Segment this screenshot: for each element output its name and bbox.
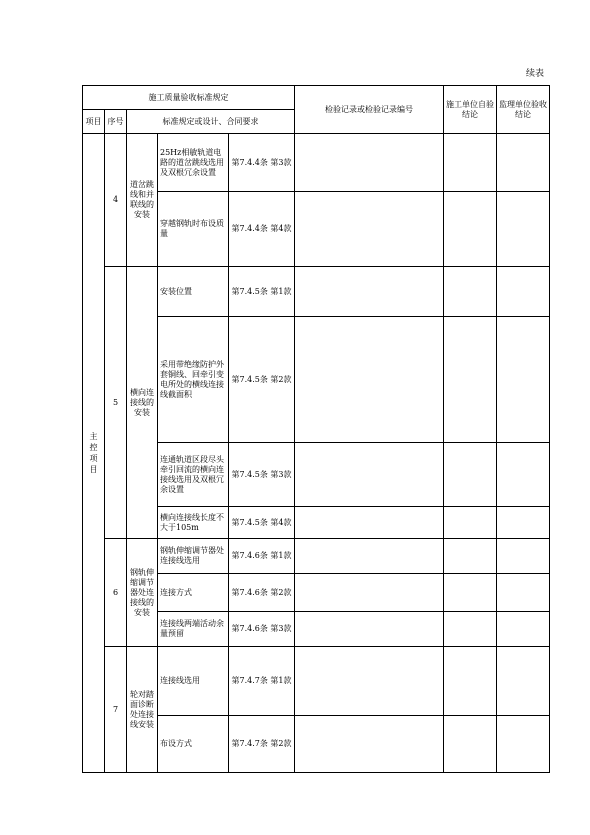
record-cell[interactable] <box>295 192 444 267</box>
requirement-desc: 连通轨道区段尽头牵引回流的横向连接线选用及双根冗余设置 <box>158 443 229 507</box>
requirement-desc: 安装位置 <box>158 267 229 317</box>
requirement-desc: 连接方式 <box>158 574 229 612</box>
table-row <box>83 647 550 716</box>
inspection-table <box>82 85 550 773</box>
clause-ref: 第7.4.7条 第1款 <box>229 647 295 716</box>
supervisor-cell[interactable] <box>497 507 550 539</box>
constructor-conclusion-header: 施工单位自验结论 <box>444 86 497 134</box>
clause-ref: 第7.4.5条 第3款 <box>229 443 295 507</box>
constructor-cell[interactable] <box>444 507 497 539</box>
clause-ref: 第7.4.5条 第2款 <box>229 317 295 443</box>
clause-ref: 第7.4.7条 第2款 <box>229 716 295 773</box>
seq-header: 序号 <box>105 110 127 134</box>
clause-ref: 第7.4.6条 第3款 <box>229 612 295 647</box>
record-header: 检验记录或检验记录编号 <box>295 86 444 134</box>
seq-cell: 7 <box>105 647 127 773</box>
table-row <box>83 539 550 574</box>
requirement-desc: 连接线两端活动余量预留 <box>158 612 229 647</box>
requirement-desc: 穿越钢轨时布设质量 <box>158 192 229 267</box>
constructor-cell[interactable] <box>444 267 497 317</box>
standard-group-header: 施工质量验收标准规定 <box>83 86 295 110</box>
section-name: 横向连接线的安装 <box>127 267 158 539</box>
record-cell[interactable] <box>295 134 444 192</box>
supervisor-cell[interactable] <box>497 716 550 773</box>
constructor-cell[interactable] <box>444 192 497 267</box>
supervisor-cell[interactable] <box>497 267 550 317</box>
record-cell[interactable] <box>295 507 444 539</box>
supervisor-cell[interactable] <box>497 574 550 612</box>
record-cell[interactable] <box>295 267 444 317</box>
record-cell[interactable] <box>295 574 444 612</box>
supervisor-cell[interactable] <box>497 612 550 647</box>
supervisor-cell[interactable] <box>497 539 550 574</box>
record-cell[interactable] <box>295 443 444 507</box>
seq-cell: 5 <box>105 267 127 539</box>
record-cell[interactable] <box>295 647 444 716</box>
constructor-cell[interactable] <box>444 539 497 574</box>
constructor-cell[interactable] <box>444 647 497 716</box>
table-row <box>83 134 550 192</box>
constructor-cell[interactable] <box>444 134 497 192</box>
supervisor-cell[interactable] <box>497 192 550 267</box>
section-name: 钢轨伸缩调节器处连接线的安装 <box>127 539 158 647</box>
seq-cell: 4 <box>105 134 127 267</box>
requirement-header: 标准规定或设计、合同要求 <box>127 110 295 134</box>
requirement-desc: 布设方式 <box>158 716 229 773</box>
clause-ref: 第7.4.4条 第4款 <box>229 192 295 267</box>
supervisor-cell[interactable] <box>497 443 550 507</box>
record-cell[interactable] <box>295 539 444 574</box>
supervisor-conclusion-header: 监理单位验收结论 <box>497 86 550 134</box>
supervisor-cell[interactable] <box>497 317 550 443</box>
record-cell[interactable] <box>295 612 444 647</box>
header-row-1 <box>83 86 550 110</box>
continued-label: 续表 <box>526 69 545 79</box>
requirement-desc: 连接线选用 <box>158 647 229 716</box>
record-cell[interactable] <box>295 317 444 443</box>
record-cell[interactable] <box>295 716 444 773</box>
constructor-cell[interactable] <box>444 574 497 612</box>
section-name: 道岔跳线和并联线的安装 <box>127 134 158 267</box>
requirement-desc: 采用带绝缘防护外套铜线、回牵引变电所处的横线连接线截面积 <box>158 317 229 443</box>
clause-ref: 第7.4.6条 第1款 <box>229 539 295 574</box>
requirement-desc: 25Hz相敏轨道电路的道岔跳线选用及双根冗余设置 <box>158 134 229 192</box>
clause-ref: 第7.4.5条 第4款 <box>229 507 295 539</box>
requirement-desc: 钢轨伸缩调节器处连接线选用 <box>158 539 229 574</box>
section-name: 轮对踏面诊断处连接线安装 <box>127 647 158 773</box>
constructor-cell[interactable] <box>444 716 497 773</box>
clause-ref: 第7.4.5条 第1款 <box>229 267 295 317</box>
supervisor-cell[interactable] <box>497 134 550 192</box>
table-row <box>83 267 550 317</box>
constructor-cell[interactable] <box>444 443 497 507</box>
constructor-cell[interactable] <box>444 612 497 647</box>
constructor-cell[interactable] <box>444 317 497 443</box>
supervisor-cell[interactable] <box>497 647 550 716</box>
clause-ref: 第7.4.6条 第2款 <box>229 574 295 612</box>
requirement-desc: 横向连接线长度不大于105m <box>158 507 229 539</box>
item-header: 项目 <box>83 110 105 134</box>
seq-cell: 6 <box>105 539 127 647</box>
main-control-cell: 主控项目 <box>83 134 105 773</box>
clause-ref: 第7.4.4条 第3款 <box>229 134 295 192</box>
